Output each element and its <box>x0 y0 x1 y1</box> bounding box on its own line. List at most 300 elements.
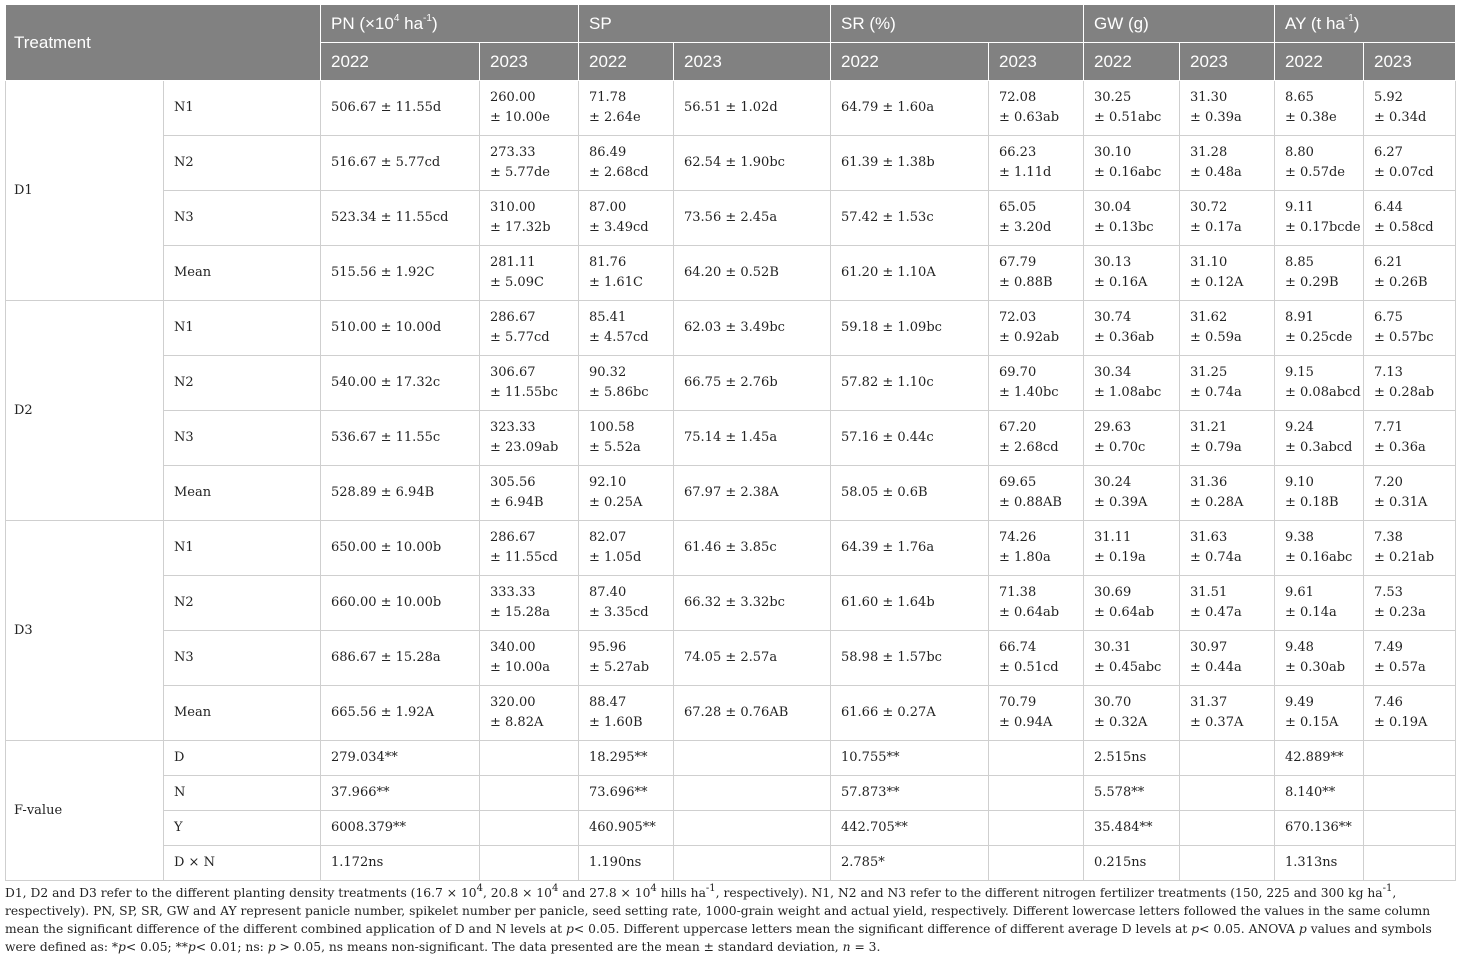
f-value-cell: 670.136** <box>1275 811 1364 846</box>
value-line: 9.24 <box>1285 420 1314 435</box>
value-line: ± 10.00e <box>490 110 550 125</box>
value-line: 260.00 <box>490 90 536 105</box>
table-body <box>6 81 1456 881</box>
value-line: ± 5.09C <box>490 275 544 290</box>
value-cell <box>579 411 674 466</box>
table-footnote: D1, D2 and D3 refer to the different planting density treatments ($16.7 \times 10^4$, $20.8 \times 10^4$ and $27.8 \times 10^4$ hills $ha^{-1}$, respectively). N1, N2 and N3 refer to the different nitrogen fertilizer treatments (150, 225 and 300 kg $ha^{-1}$, respectively). PN, SP, SR, GW and AY represent panicle number, spikelet number per panicle, seed setting rate, 1000-grain weight and actual yield, respectively. Different lowercase letters followed the values in the same column mean the significant difference of the different combined application of D and N levels at p< 0.05. Different uppercase letters mean the significant difference of different average D levels at p< 0.05. ANOVA p values and symbols were defined as: *p< 0.05; **p< 0.01; ns: p > 0.05, ns means non-significant. The data presented are the mean ± standard deviation, n = 3. <box>5 882 1432 954</box>
header-text: ) <box>1353 13 1360 33</box>
value-cell <box>1364 686 1456 741</box>
density-group-label: D1 <box>6 81 164 301</box>
value-cell <box>831 191 989 246</box>
value-line: 67.79 <box>999 255 1037 270</box>
value-cell <box>1364 356 1456 411</box>
value-cell <box>1180 81 1275 136</box>
value-line: ± 0.94A <box>999 715 1053 730</box>
value-line: 90.32 <box>589 365 627 380</box>
value-cell <box>480 301 579 356</box>
value-line: ± 17.32b <box>490 220 551 235</box>
value-cell <box>321 411 480 466</box>
value-line: 31.28 <box>1190 145 1228 160</box>
value-line: ± 5.86bc <box>589 385 649 400</box>
table-row <box>6 741 1456 776</box>
nitrogen-level-label: N2 <box>164 356 321 411</box>
value-cell <box>1364 246 1456 301</box>
value-line: ± 0.51abc <box>1094 110 1162 125</box>
value-cell <box>831 246 989 301</box>
value-line: 81.76 <box>589 255 627 270</box>
value-line: ± 0.57bc <box>1374 330 1434 345</box>
value-cell <box>989 466 1084 521</box>
value-cell <box>1180 686 1275 741</box>
value-line: 9.10 <box>1285 475 1314 490</box>
year-header: 2022 <box>1084 43 1180 81</box>
value-cell <box>321 136 480 191</box>
table-row <box>6 466 1456 521</box>
value-cell <box>1180 191 1275 246</box>
value-line: ± 1.11d <box>999 165 1052 180</box>
value-cell <box>1180 136 1275 191</box>
f-value-cell: 8.140** <box>1275 776 1364 811</box>
value-line: ± 0.32A <box>1094 715 1148 730</box>
empty-cell <box>989 741 1084 776</box>
value-line: ± 0.70c <box>1094 440 1146 455</box>
value-line: 67.97 ± 2.38A <box>684 485 779 500</box>
value-cell <box>579 521 674 576</box>
value-cell <box>321 191 480 246</box>
value-line: ± 11.55cd <box>490 550 558 565</box>
value-cell <box>480 136 579 191</box>
value-cell <box>674 356 831 411</box>
value-line: ± 0.23a <box>1374 605 1426 620</box>
value-cell <box>480 521 579 576</box>
value-line: ± 0.17a <box>1190 220 1242 235</box>
table-row <box>6 136 1456 191</box>
empty-cell <box>674 776 831 811</box>
value-line: ± 15.28a <box>490 605 550 620</box>
value-cell <box>1275 576 1364 631</box>
value-cell <box>1180 246 1275 301</box>
value-cell <box>579 686 674 741</box>
value-cell <box>1275 466 1364 521</box>
value-cell <box>1275 136 1364 191</box>
value-cell <box>1084 356 1180 411</box>
value-line: ± 0.14a <box>1285 605 1337 620</box>
value-line: 8.91 <box>1285 310 1314 325</box>
value-cell <box>1364 411 1456 466</box>
f-value-cell: 6008.379** <box>321 811 480 846</box>
value-line: 6.44 <box>1374 200 1403 215</box>
empty-cell <box>1180 741 1275 776</box>
value-cell <box>480 81 579 136</box>
density-group-label: D3 <box>6 521 164 741</box>
empty-cell <box>674 811 831 846</box>
value-line: ± 1.08abc <box>1094 385 1162 400</box>
table-row <box>6 846 1456 881</box>
value-cell <box>480 686 579 741</box>
value-cell <box>1364 191 1456 246</box>
value-line: ± 0.08abcd <box>1285 385 1361 400</box>
value-line: ± 2.68cd <box>999 440 1059 455</box>
value-cell <box>674 136 831 191</box>
table-row <box>6 356 1456 411</box>
value-line: 100.58 <box>589 420 635 435</box>
value-line: 8.80 <box>1285 145 1314 160</box>
nitrogen-level-label: N2 <box>164 576 321 631</box>
value-cell <box>1364 301 1456 356</box>
column-group-header <box>579 5 831 43</box>
value-line: ± 0.45abc <box>1094 660 1162 675</box>
value-line: ± 1.05d <box>589 550 642 565</box>
value-line: 340.00 <box>490 640 536 655</box>
header-text: ha <box>399 13 424 33</box>
value-line: ± 0.79a <box>1190 440 1242 455</box>
value-line: 306.67 <box>490 365 536 380</box>
value-cell <box>579 466 674 521</box>
value-cell <box>321 356 480 411</box>
f-value-cell: 18.295** <box>579 741 674 776</box>
value-line: ± 0.36ab <box>1094 330 1155 345</box>
value-line: 74.05 ± 2.57a <box>684 650 778 665</box>
value-cell <box>989 411 1084 466</box>
value-line: 95.96 <box>589 640 627 655</box>
value-line: 9.49 <box>1285 695 1314 710</box>
column-group-header <box>321 5 579 43</box>
value-line: ± 0.44a <box>1190 660 1242 675</box>
value-line: 273.33 <box>490 145 536 160</box>
nitrogen-level-label: Mean <box>164 466 321 521</box>
value-cell <box>321 576 480 631</box>
empty-cell <box>480 776 579 811</box>
value-cell <box>831 576 989 631</box>
value-cell <box>1275 81 1364 136</box>
nitrogen-level-label: Mean <box>164 246 321 301</box>
value-line: ± 0.16abc <box>1094 165 1162 180</box>
table-row <box>6 246 1456 301</box>
year-header: 2023 <box>989 43 1084 81</box>
value-line: 9.15 <box>1285 365 1314 380</box>
value-cell <box>831 356 989 411</box>
value-cell <box>321 466 480 521</box>
value-cell <box>1364 521 1456 576</box>
value-line: ± 3.35cd <box>589 605 649 620</box>
value-line: 660.00 ± 10.00b <box>331 595 442 610</box>
nitrogen-level-label: N1 <box>164 301 321 356</box>
value-line: 61.60 ± 1.64b <box>841 595 935 610</box>
value-line: ± 5.77de <box>490 165 550 180</box>
value-line: 7.20 <box>1374 475 1403 490</box>
value-line: 61.39 ± 1.38b <box>841 155 935 170</box>
value-cell <box>989 136 1084 191</box>
value-line: ± 0.17bcde <box>1285 220 1361 235</box>
value-line: 66.32 ± 3.32bc <box>684 595 785 610</box>
table-row <box>6 191 1456 246</box>
value-line: ± 4.57cd <box>589 330 649 345</box>
value-line: 30.24 <box>1094 475 1132 490</box>
value-line: 7.49 <box>1374 640 1403 655</box>
value-line: 69.70 <box>999 365 1037 380</box>
treatment-header: Treatment <box>6 5 321 81</box>
value-cell <box>1275 686 1364 741</box>
value-cell <box>989 191 1084 246</box>
value-line: ± 0.38e <box>1285 110 1337 125</box>
value-cell <box>1084 631 1180 686</box>
empty-cell <box>989 846 1084 881</box>
value-line: 69.65 <box>999 475 1037 490</box>
value-line: 31.30 <box>1190 90 1228 105</box>
value-line: 7.53 <box>1374 585 1403 600</box>
value-cell <box>831 136 989 191</box>
value-line: ± 0.74a <box>1190 550 1242 565</box>
empty-cell <box>1180 846 1275 881</box>
value-cell <box>831 466 989 521</box>
value-line: 30.13 <box>1094 255 1132 270</box>
value-line: ± 0.16abc <box>1285 550 1353 565</box>
value-line: ± 0.51cd <box>999 660 1059 675</box>
value-cell <box>1180 631 1275 686</box>
value-cell <box>1364 576 1456 631</box>
value-line: 66.75 ± 2.76b <box>684 375 778 390</box>
value-line: 67.28 ± 0.76AB <box>684 705 789 720</box>
f-value-cell: 1.172ns <box>321 846 480 881</box>
year-header: 2022 <box>831 43 989 81</box>
value-line: 523.34 ± 11.55cd <box>331 210 449 225</box>
value-cell <box>1180 466 1275 521</box>
value-cell <box>674 466 831 521</box>
value-cell <box>831 686 989 741</box>
empty-cell <box>674 846 831 881</box>
value-line: 72.03 <box>999 310 1037 325</box>
value-cell <box>1084 686 1180 741</box>
value-line: 333.33 <box>490 585 536 600</box>
empty-cell <box>1364 776 1456 811</box>
value-line: 528.89 ± 6.94B <box>331 485 435 500</box>
value-cell <box>989 521 1084 576</box>
value-line: 540.00 ± 17.32c <box>331 375 441 390</box>
value-line: ± 5.52a <box>589 440 641 455</box>
value-cell <box>674 576 831 631</box>
value-line: ± 0.39a <box>1190 110 1242 125</box>
value-line: 92.10 <box>589 475 627 490</box>
value-cell <box>480 191 579 246</box>
value-cell <box>1275 631 1364 686</box>
year-header: 2022 <box>1275 43 1364 81</box>
value-line: 64.79 ± 1.60a <box>841 100 935 115</box>
value-line: 323.33 <box>490 420 536 435</box>
value-line: 30.72 <box>1190 200 1228 215</box>
value-line: ± 0.92ab <box>999 330 1060 345</box>
value-line: 30.74 <box>1094 310 1132 325</box>
value-line: 30.10 <box>1094 145 1132 160</box>
nitrogen-level-label: N1 <box>164 521 321 576</box>
value-line: 320.00 <box>490 695 536 710</box>
value-line: 6.75 <box>1374 310 1403 325</box>
value-line: ± 0.88B <box>999 275 1053 290</box>
value-line: 31.37 <box>1190 695 1228 710</box>
empty-cell <box>989 776 1084 811</box>
value-cell <box>674 81 831 136</box>
value-line: 61.66 ± 0.27A <box>841 705 936 720</box>
value-line: 30.34 <box>1094 365 1132 380</box>
value-line: ± 1.40bc <box>999 385 1059 400</box>
value-line: 56.51 ± 1.02d <box>684 100 778 115</box>
value-cell <box>480 576 579 631</box>
value-cell <box>831 81 989 136</box>
column-group-header <box>1084 5 1275 43</box>
empty-cell <box>1364 811 1456 846</box>
value-line: ± 0.36a <box>1374 440 1426 455</box>
value-line: 62.03 ± 3.49bc <box>684 320 785 335</box>
value-line: 31.10 <box>1190 255 1228 270</box>
value-cell <box>480 466 579 521</box>
value-line: ± 0.34d <box>1374 110 1427 125</box>
value-line: ± 0.63ab <box>999 110 1060 125</box>
year-header: 2023 <box>480 43 579 81</box>
value-cell <box>674 191 831 246</box>
value-line: 64.20 ± 0.52B <box>684 265 779 280</box>
value-line: 9.11 <box>1285 200 1314 215</box>
header-text: AY (t ha <box>1285 13 1345 33</box>
value-line: 31.36 <box>1190 475 1228 490</box>
value-cell <box>480 356 579 411</box>
nitrogen-level-label: N3 <box>164 411 321 466</box>
empty-cell <box>989 811 1084 846</box>
table-row <box>6 81 1456 136</box>
value-line: ± 0.47a <box>1190 605 1242 620</box>
empty-cell <box>1364 741 1456 776</box>
value-cell <box>831 521 989 576</box>
value-cell <box>1275 246 1364 301</box>
value-line: ± 1.80a <box>999 550 1051 565</box>
value-line: ± 0.3abcd <box>1285 440 1353 455</box>
value-line: 516.67 ± 5.77cd <box>331 155 441 170</box>
value-cell <box>674 631 831 686</box>
value-cell <box>1364 466 1456 521</box>
value-line: ± 0.07cd <box>1374 165 1434 180</box>
value-line: 74.26 <box>999 530 1037 545</box>
value-line: 66.23 <box>999 145 1037 160</box>
value-cell <box>674 301 831 356</box>
value-line: ± 0.57de <box>1285 165 1345 180</box>
value-line: 66.74 <box>999 640 1037 655</box>
header-superscript: -1 <box>423 12 432 24</box>
nitrogen-level-label: Mean <box>164 686 321 741</box>
nitrogen-level-label: N3 <box>164 191 321 246</box>
value-cell <box>1364 631 1456 686</box>
value-cell <box>480 631 579 686</box>
density-group-label: D2 <box>6 301 164 521</box>
value-line: ± 0.25cde <box>1285 330 1353 345</box>
value-line: 85.41 <box>589 310 627 325</box>
value-line: 59.18 ± 1.09bc <box>841 320 942 335</box>
value-line: 70.79 <box>999 695 1037 710</box>
f-value-cell: 35.484** <box>1084 811 1180 846</box>
value-line: ± 0.74a <box>1190 385 1242 400</box>
value-cell <box>321 301 480 356</box>
value-cell <box>989 81 1084 136</box>
value-cell <box>579 356 674 411</box>
value-line: 8.65 <box>1285 90 1314 105</box>
value-line: 30.25 <box>1094 90 1132 105</box>
value-line: ± 0.37A <box>1190 715 1244 730</box>
value-line: 7.38 <box>1374 530 1403 545</box>
value-line: 506.67 ± 11.55d <box>331 100 442 115</box>
f-value-cell: 460.905** <box>579 811 674 846</box>
value-cell <box>1275 411 1364 466</box>
value-cell <box>1364 81 1456 136</box>
value-line: 67.20 <box>999 420 1037 435</box>
value-line: 7.13 <box>1374 365 1403 380</box>
f-value-cell: 10.755** <box>831 741 989 776</box>
nitrogen-level-label: N1 <box>164 81 321 136</box>
f-value-cell: 2.515ns <box>1084 741 1180 776</box>
value-cell <box>1084 521 1180 576</box>
value-line: 64.39 ± 1.76a <box>841 540 935 555</box>
value-line: ± 0.88AB <box>999 495 1062 510</box>
header-superscript: 4 <box>393 12 400 24</box>
value-line: 31.51 <box>1190 585 1228 600</box>
value-cell <box>579 136 674 191</box>
value-cell <box>1084 191 1180 246</box>
value-line: ± 3.49cd <box>589 220 649 235</box>
value-line: ± 0.39A <box>1094 495 1148 510</box>
value-line: 29.63 <box>1094 420 1132 435</box>
header-superscript: -1 <box>1344 12 1354 24</box>
f-value-cell: 1.190ns <box>579 846 674 881</box>
value-cell <box>831 301 989 356</box>
value-line: 6.27 <box>1374 145 1403 160</box>
value-cell <box>1084 576 1180 631</box>
value-line: 88.47 <box>589 695 627 710</box>
value-line: 286.67 <box>490 310 536 325</box>
factor-label: Y <box>164 811 321 846</box>
value-cell <box>1084 411 1180 466</box>
value-line: 310.00 <box>490 200 536 215</box>
value-cell <box>1084 246 1180 301</box>
value-cell <box>480 411 579 466</box>
value-line: 9.38 <box>1285 530 1314 545</box>
year-header: 2022 <box>579 43 674 81</box>
value-line: ± 0.48a <box>1190 165 1242 180</box>
header-text: GW (g) <box>1094 13 1149 33</box>
value-cell <box>989 686 1084 741</box>
value-line: ± 5.77cd <box>490 330 550 345</box>
value-line: 665.56 ± 1.92A <box>331 705 434 720</box>
value-cell <box>989 356 1084 411</box>
value-cell <box>1275 521 1364 576</box>
value-line: 30.70 <box>1094 695 1132 710</box>
value-cell <box>321 81 480 136</box>
value-cell <box>831 411 989 466</box>
value-line: 510.00 ± 10.00d <box>331 320 442 335</box>
value-cell <box>1275 191 1364 246</box>
f-value-cell: 2.785* <box>831 846 989 881</box>
value-line: 31.25 <box>1190 365 1228 380</box>
value-line: 515.56 ± 1.92C <box>331 265 435 280</box>
value-line: 30.31 <box>1094 640 1132 655</box>
table-row <box>6 631 1456 686</box>
value-cell <box>1364 136 1456 191</box>
value-line: ± 0.31A <box>1374 495 1428 510</box>
value-line: ± 0.26B <box>1374 275 1428 290</box>
value-line: ± 0.58cd <box>1374 220 1434 235</box>
value-cell <box>989 576 1084 631</box>
f-value-label: F-value <box>6 741 164 881</box>
value-line: 6.21 <box>1374 255 1403 270</box>
table-row <box>6 686 1456 741</box>
year-header: 2023 <box>674 43 831 81</box>
factor-label: D × N <box>164 846 321 881</box>
table-row <box>6 521 1456 576</box>
